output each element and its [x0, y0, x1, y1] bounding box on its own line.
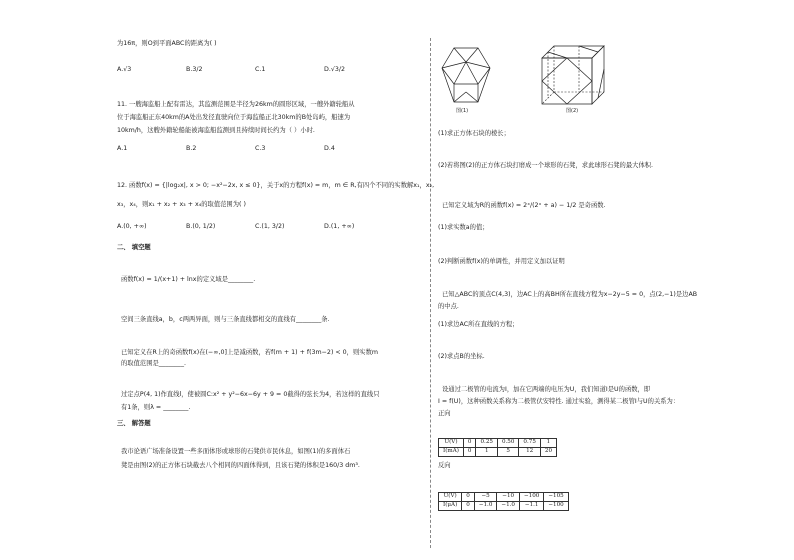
table-cell: U(V) [439, 493, 462, 502]
table-cell: 0.75 [519, 439, 540, 448]
q12-option-b: B.(0, 1/2) [186, 223, 216, 230]
q11-option-b: B.2 [186, 145, 197, 152]
table-cell: 12 [519, 448, 540, 457]
table-cell: −1.1 [520, 502, 544, 511]
table-cell: −105 [544, 493, 568, 502]
q11-option-c: C.3 [255, 145, 266, 152]
solve-3-intro-line-2: 的中点. [438, 303, 459, 310]
forward-label: 正向 [438, 410, 451, 417]
table-cell: −1.0 [474, 502, 497, 511]
table-row [439, 493, 569, 502]
solve-4-line-1: 设通过二极管的电流为I，加在它两端的电压为U，我们知道I是U的函数，即 [442, 386, 651, 393]
fill-question-3-line-2: 的取值范围是________. [121, 360, 186, 367]
q11-line-2: 位于海监船正东40km的A处出发径直驶向位于海监船正北30km的B处岛屿，船速为 [117, 114, 351, 121]
table-cell: −100 [520, 493, 544, 502]
column-divider [430, 38, 431, 548]
reverse-label: 反向 [438, 462, 451, 469]
section-fill-in-heading: 二、 填空题 [117, 244, 151, 251]
solve-3-part-2: (2)求点B的坐标. [438, 353, 485, 360]
solve-2-part-2: (2)判断函数f(x)的单调性，并用定义加以证明 [438, 258, 565, 265]
fill-question-3-line-1: 已知定义在R上的奇函数f(x)在(−∞,0]上是减函数，若f(m + 1) + f(3m−2) < 0，则实数m [121, 349, 379, 356]
section-solve-heading: 三、 解答题 [117, 420, 151, 427]
cube-figure [540, 44, 606, 106]
q12-line-1: 12. 函数f(x) = {|log₂x|, x > 0; −x²−2x, x ≤ 0}，关于x的方程f(x) = m，m ∈ R,有四个不同的实数解x₁，x₂, [117, 182, 435, 189]
table-cell: 1 [540, 439, 556, 448]
table-cell: 20 [540, 448, 556, 457]
reverse-table [438, 492, 569, 511]
fill-question-2: 空间三条直线a，b，c两两异面，则与三条直线都相交的直线有________条. [121, 316, 330, 323]
q11-line-3: 10km/h，这艘外籍轮船能被海监船监测到且持续时间长约为（ ）小时. [117, 127, 315, 134]
table-row [439, 439, 557, 448]
table-cell: 0 [463, 448, 476, 457]
table-cell: U(V) [439, 439, 464, 448]
fill-question-4-line-2: 有1条，则λ = ________. [121, 404, 191, 411]
q12-line-2: x₃，x₄，则x₁ + x₂ + x₃ + x₄的取值范围为( ) [117, 201, 246, 208]
table-cell: −1.0 [497, 502, 520, 511]
q12-option-a: A.(0, +∞) [117, 223, 147, 230]
fill-question-4-line-1: 过定点P(4, 1)作直线l，使被圆C:x² + y²−6x−6y + 9 = 0截得的弦长为4，若这样的直线只 [121, 391, 380, 398]
solve-1-line-1: 我市论语广场准备设置一些多面体形或球形的石凳供市民休息，如图(1)的多面体石 [121, 448, 351, 455]
figure-1-label: 图(1) [456, 108, 469, 114]
cuboctahedron-figure [440, 44, 492, 106]
q12-options [117, 223, 393, 232]
q12-option-d: D.(1, +∞) [324, 223, 355, 230]
solve-1-line-2: 凳是由图(2)的正方体石块截去八个相同的四面体得到，且该石凳的体积是160/3 dm³. [121, 462, 360, 469]
q11-option-d: D.4 [324, 145, 335, 152]
solve-1-part-2: (2)若将图(2)的正方体石块打磨成一个球形的石凳，求此球形石凳的最大体积. [438, 162, 654, 169]
q10-tail: 为16π，则O到平面ABC的距离为( ) [117, 40, 217, 47]
table-cell: 0.25 [476, 439, 497, 448]
solve-3-intro-line-1: 已知△ABC的顶点C(4,3)，边AC上的高BH所在直线方程为x−2y−5 = 0，点(2,−1)是边AB [442, 291, 698, 298]
q11-line-1: 11. 一艘海监船上配有雷达，其监测范围是半径为26km的圆形区域，一艘外籍轮船从 [117, 101, 355, 108]
q11-option-a: A.1 [117, 145, 128, 152]
figure-2-label: 图(2) [566, 108, 579, 114]
q10-option-c: C.1 [255, 66, 266, 73]
table-cell: I(mA) [439, 448, 464, 457]
fill-question-1: 函数f(x) = 1/(x+1) + lnx的定义域是________. [121, 276, 256, 283]
table-cell: I(μA) [439, 502, 462, 511]
table-cell: −5 [474, 493, 497, 502]
table-cell: 0 [463, 439, 476, 448]
q12-option-c: C.(1, 3/2) [255, 223, 285, 230]
q10-option-b: B.3/2 [186, 66, 203, 73]
table-cell: 0 [462, 493, 475, 502]
solve-1-part-1: (1)求正方体石块的棱长； [438, 130, 510, 137]
q10-option-d: D.√3/2 [324, 66, 345, 73]
solve-4-line-2: I = f(U)，这种函数关系称为二极管伏安特性. 通过实验，测得某二极管I与U的关系为： [438, 398, 680, 405]
table-cell: −100 [544, 502, 568, 511]
table-cell: 5 [497, 448, 518, 457]
solve-2-intro: 已知定义域为R的函数f(x) = 2ˣ/(2ˣ + a) − 1/2 是奇函数. [442, 202, 606, 209]
table-row [439, 448, 557, 457]
q10-option-a: A.√3 [117, 66, 132, 73]
q11-options [117, 145, 393, 154]
table-cell: 0.50 [497, 439, 518, 448]
forward-table [438, 438, 557, 457]
table-cell: 1 [476, 448, 497, 457]
solve-2-part-1: (1)求实数a的值； [438, 224, 489, 231]
table-cell: 0 [462, 502, 475, 511]
table-cell: −10 [497, 493, 520, 502]
table-row [439, 502, 569, 511]
solve-3-part-1: (1)求边AC所在直线的方程； [438, 321, 519, 328]
q10-options [117, 66, 393, 75]
